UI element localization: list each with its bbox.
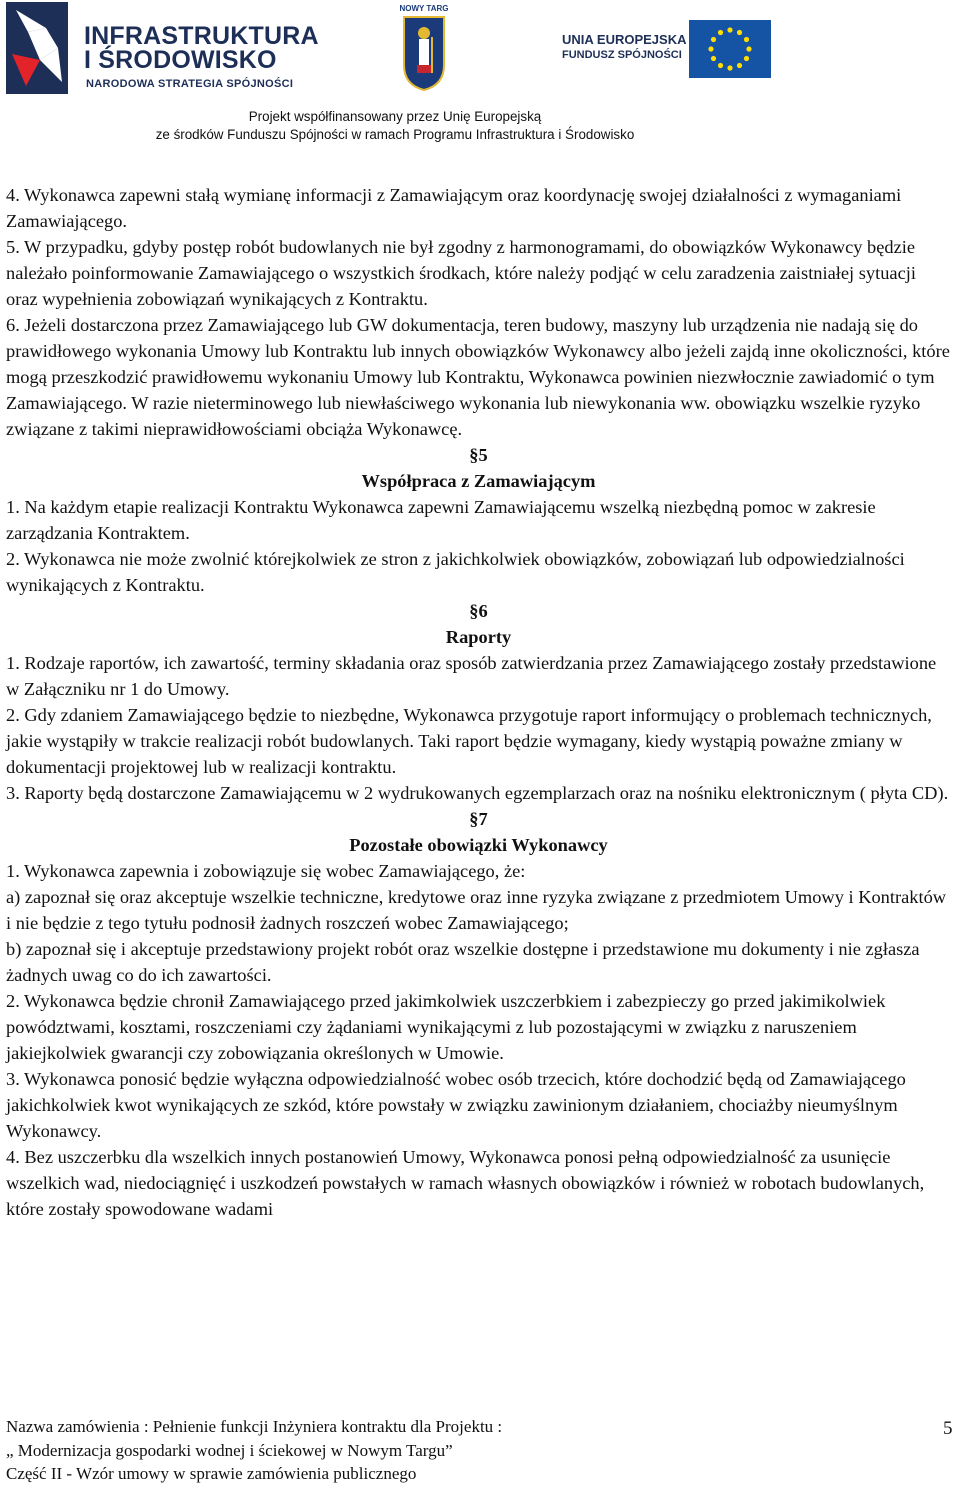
section-7-paragraph-2: 2. Wykonawca będzie chronił Zamawiającego przed jakimkolwiek uszczerbkiem i zabezpieczy go przed jakimikolwiek powództwami, kosztami, roszczeniami czy żądaniami wynikającymi z lub pozostającymi w związku z naruszeniem jakiejkolwiek gwarancji czy zobowiązania określonych w Umowie. xyxy=(6,991,886,1063)
eu-logo-line1: UNIA EUROPEJSKA xyxy=(562,32,687,47)
section-7-paragraph-3: 3. Wykonawca ponosić będzie wyłączna odpowiedzialność wobec osób trzecich, które dochodzić będą od Zamawiającego jakichkolwiek kwot wynikających ze szkód, które powstały w związku zawinionym działaniem, chociażby nieumyślnym Wykonawcy. xyxy=(6,1069,906,1141)
paragraph-6: 6. Jeżeli dostarczona przez Zamawiającego lub GW dokumentacja, teren budowy, maszyny lub urządzenia nie nadają się do prawidłowego wykonania Umowy lub Kontraktu lub innych obowiązków Wykonawcy albo jeżeli zajdą inne okoliczności, które mogą przeszkodzić prawidłowemu wykonaniu Umowy lub Kontraktu, Wykonawca powinien niezwłocznie zawiadomić o tym Zamawiającego. W razie nieterminowego lub niewłaściwego wykonania lub niewykonania ww. obowiązku wszelkie ryzyko związane z takimi nieprawidłowościami obciąża Wykonawcę. xyxy=(6,315,950,439)
nowy-targ-logo xyxy=(396,4,452,94)
is-logo-title-line1: INFRASTRUKTURA xyxy=(84,22,319,50)
document-body xyxy=(6,182,951,1222)
section-6-paragraph-3: 3. Raporty będą dostarczone Zamawiającemu w 2 wydrukowanych egzemplarzach oraz na nośniku elektronicznym ( płyta CD). xyxy=(6,783,949,803)
section-5-number: §5 xyxy=(469,445,488,465)
eu-cohesion-fund-logo xyxy=(562,20,762,80)
infrastruktura-srodowisko-logo xyxy=(4,2,319,94)
paragraph-5: 5. W przypadku, gdyby postęp robót budowlanych nie był zgodny z harmonogramami, do obowiązków Wykonawcy będzie należało poinformowanie Zamawiającego o wszystkich środkach, które należy podjąć w celu zaradzenia zaistniałej sytuacji oraz wypełnienia zobowiązań wynikających z Kontraktu. xyxy=(6,237,916,309)
document-footer xyxy=(6,1415,906,1486)
section-5-paragraph-2: 2. Wykonawca nie może zwolnić którejkolwiek ze stron z jakichkolwiek obowiązków, zobowiązań lub odpowiedzialności wynikających z Kontraktu. xyxy=(6,549,905,595)
section-6-title: Raporty xyxy=(445,627,512,647)
paragraph-4: 4. Wykonawca zapewni stałą wymianę informacji z Zamawiającym oraz koordynację swojej działalności z wymaganiami Zamawiającego. xyxy=(6,185,902,231)
project-note-line2: ze środków Funduszu Spójności w ramach Programu Infrastruktura i Środowisko xyxy=(155,127,635,142)
is-logo-title xyxy=(84,24,319,72)
is-logo-title-line2: I ŚRODOWISKO xyxy=(84,46,277,74)
section-6-paragraph-2: 2. Gdy zdaniem Zamawiającego będzie to niezbędne, Wykonawca przygotuje raport informujący o problemach technicznych, jakie wystąpiły w trakcie realizacji robót budowlanych. Taki raport będzie wymagany, kiedy wystąpią poważne zmiany w dokumentacji projektowej lub w realizacji kontraktu. xyxy=(6,705,932,777)
section-7-paragraph-1b: b) zapoznał się i akceptuje przedstawiony projekt robót oraz wszelkie dostępne i przedstawione mu dokumenty i nie zgłasza żadnych uwag co do ich zawartości. xyxy=(6,939,920,985)
project-note-line1: Projekt współfinansowany przez Unię Europejską xyxy=(248,109,542,124)
document-header xyxy=(0,0,960,150)
section-7-paragraph-1: 1. Wykonawca zapewnia i zobowiązuje się wobec Zamawiającego, że: xyxy=(6,861,526,881)
project-cofinancing-note xyxy=(0,108,790,144)
section-7-paragraph-1a: a) zapoznał się oraz akceptuje wszelkie techniczne, kredytowe oraz inne ryzyka związane z przedmiotem Umowy i Kontraktów i nie będzie z tego tytułu podnosił żadnych roszczeń wobec Zamawiającego; xyxy=(6,887,947,933)
section-5-title: Współpraca z Zamawiającym xyxy=(361,471,596,491)
is-logo-subtitle: NARODOWA STRATEGIA SPÓJNOŚCI xyxy=(86,78,294,90)
section-7-paragraph-4: 4. Bez uszczerbku dla wszelkich innych postanowień Umowy, Wykonawca ponosi pełną odpowiedzialność za usunięcie wszelkich wad, niedociągnięć i uszkodzeń powstałych w ramach własnych obowiązków i również w robotach budowlanych, które zostały spowodowane wadami xyxy=(6,1147,925,1219)
eu-flag-icon xyxy=(689,20,771,78)
nss-star-icon xyxy=(6,2,68,94)
nowy-targ-crest-icon xyxy=(402,15,446,91)
section-6-paragraph-1: 1. Rodzaje raportów, ich zawartość, terminy składania oraz sposób zatwierdzania przez Zamawiającego zostały przedstawione w Załączniku nr 1 do Umowy. xyxy=(6,653,937,699)
nowy-targ-label: NOWY TARG xyxy=(399,4,449,13)
footer-order-name: Nazwa zamówienia : Pełnienie funkcji Inżyniera kontraktu dla Projektu : xyxy=(6,1417,503,1436)
section-7-title: Pozostałe obowiązki Wykonawcy xyxy=(349,835,608,855)
footer-project-title: „ Modernizacja gospodarki wodnej i ściekowej w Nowym Targu” xyxy=(6,1440,453,1460)
footer-part-label: Część II - Wzór umowy w sprawie zamówienia publicznego xyxy=(6,1464,417,1483)
eu-logo-line2: FUNDUSZ SPÓJNOŚCI xyxy=(562,49,682,61)
section-6-number: §6 xyxy=(469,601,488,621)
page-number: 5 xyxy=(943,1418,953,1439)
section-7-number: §7 xyxy=(469,809,488,829)
section-5-paragraph-1: 1. Na każdym etapie realizacji Kontraktu Wykonawca zapewni Zamawiającemu wszelką niezbędną pomoc w zakresie zarządzania Kontraktem. xyxy=(6,497,876,543)
